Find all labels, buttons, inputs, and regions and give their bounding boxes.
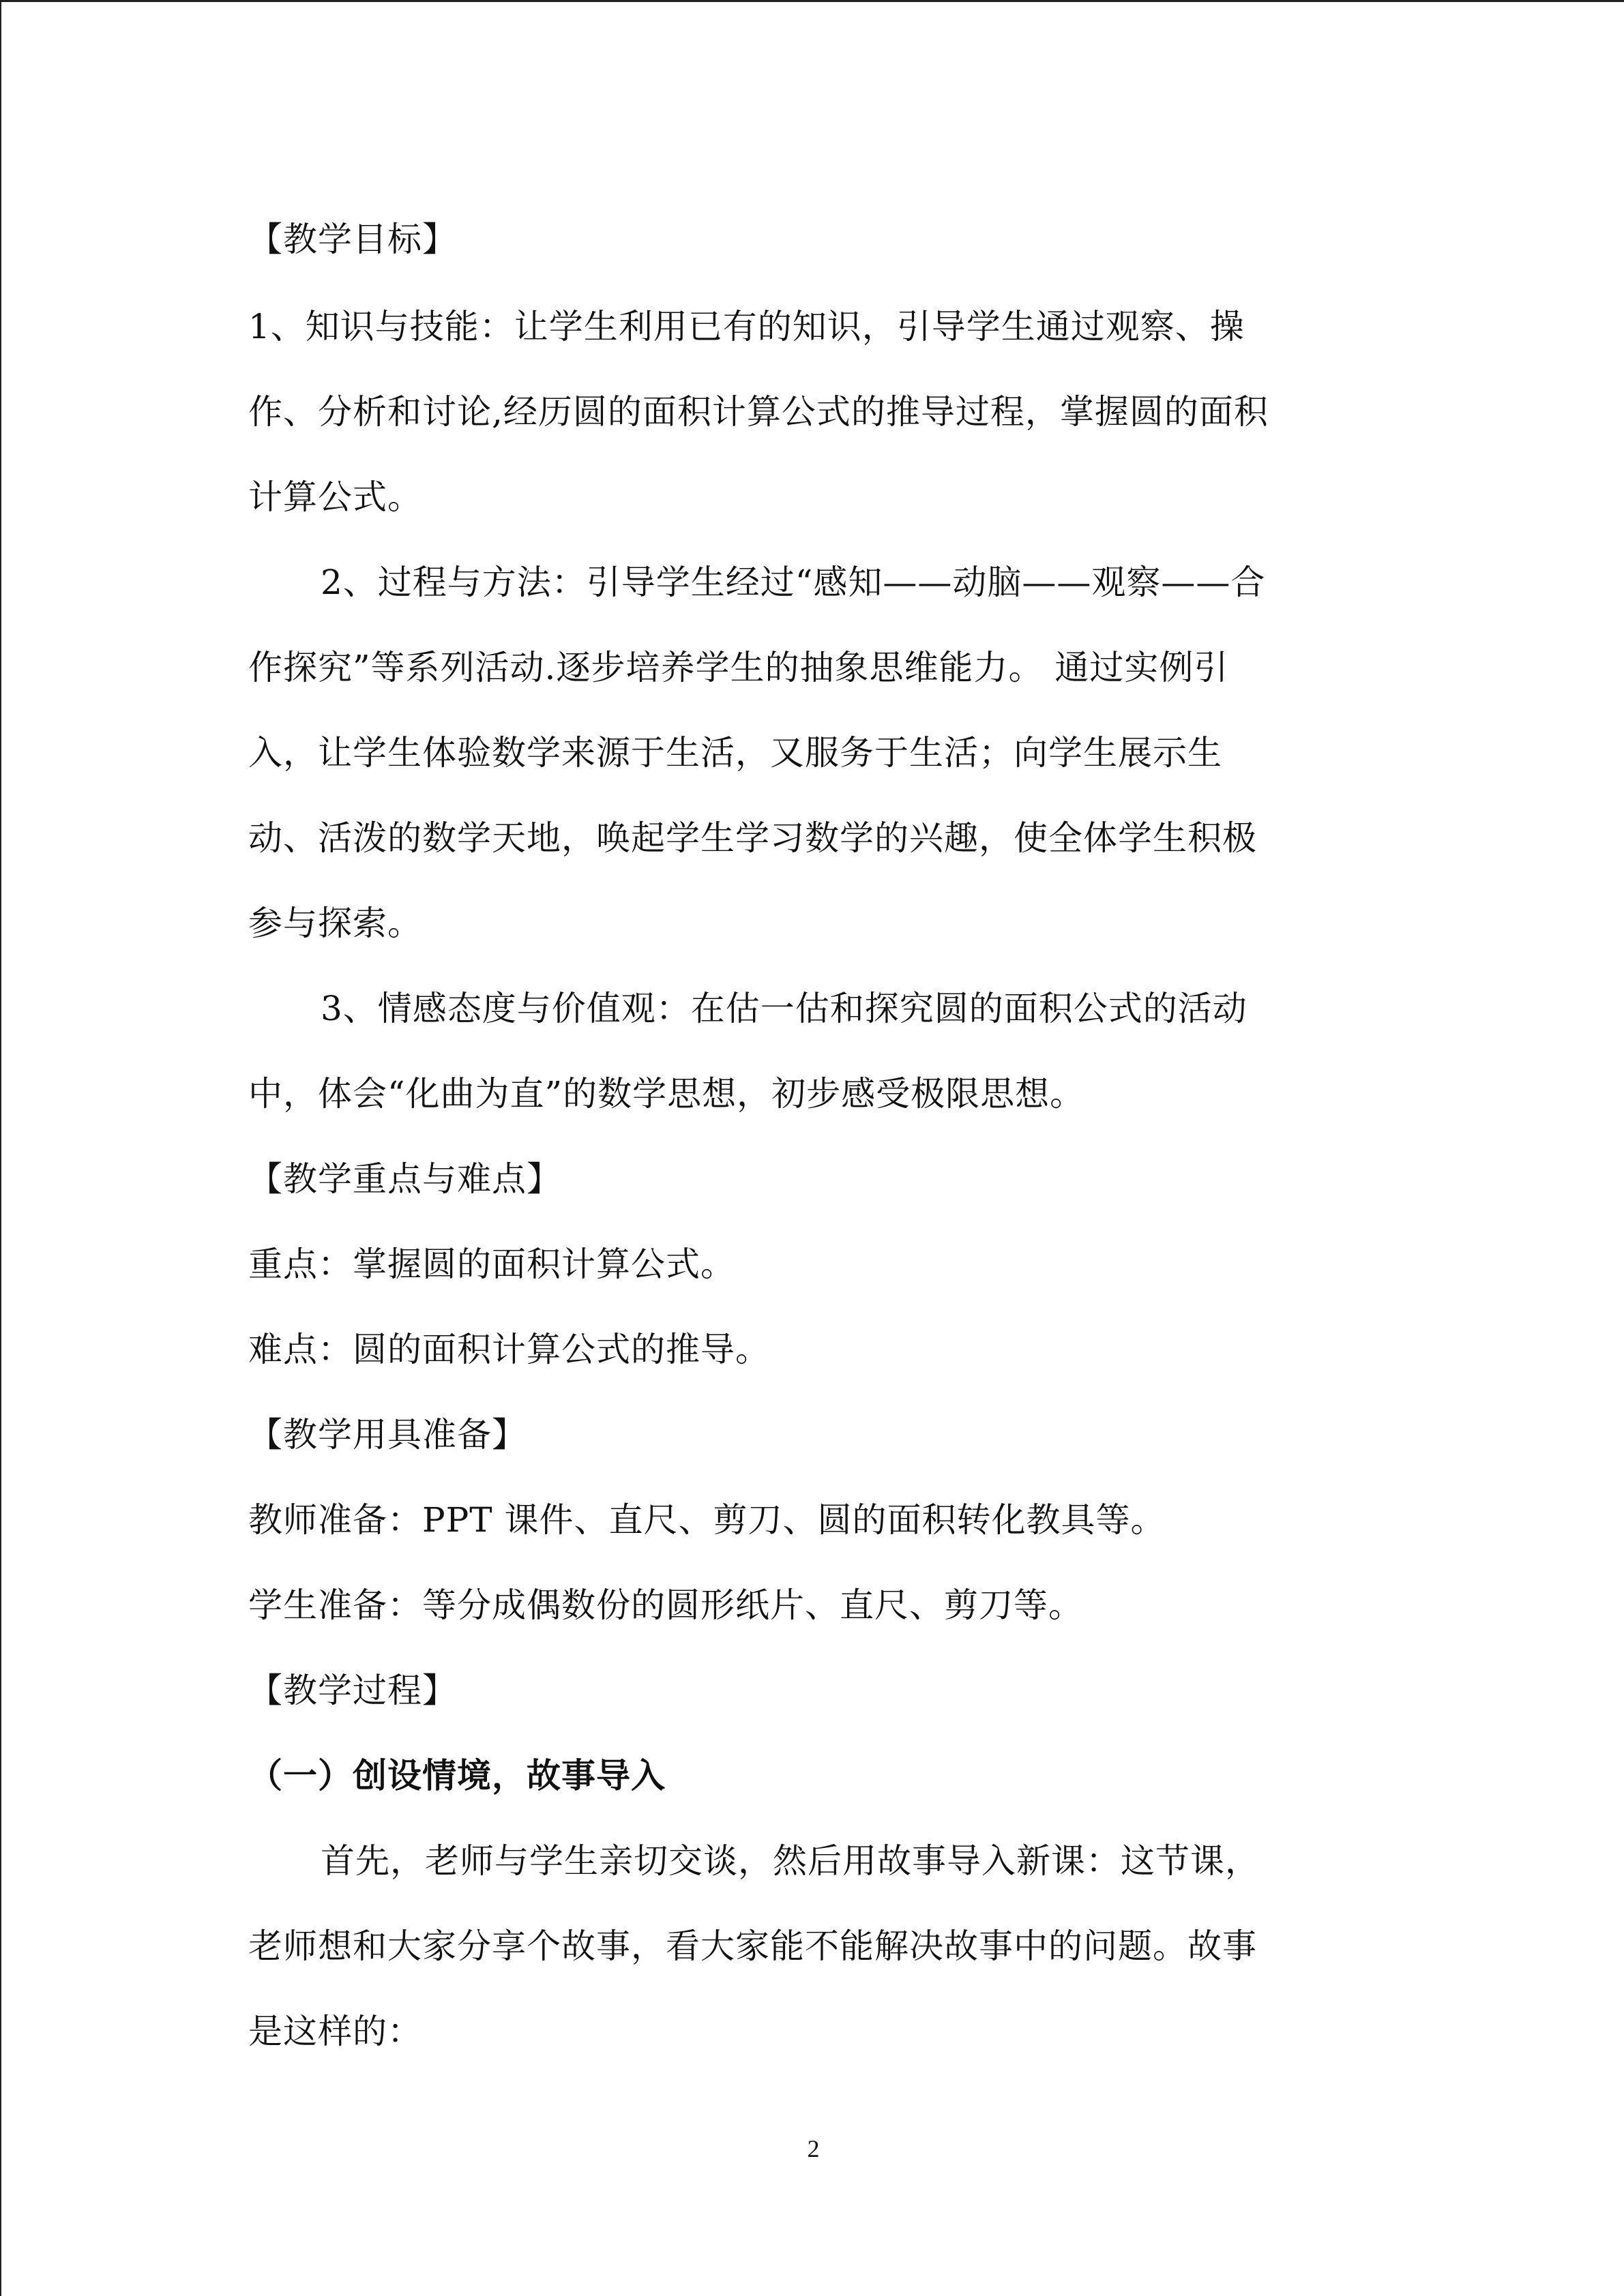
paragraph-line: 2、过程与方法：引导学生经过“感知——动脑——观察——合 bbox=[321, 563, 1266, 602]
paragraph-line: 老师想和大家分享个故事，看大家能不能解决故事中的问题。故事 bbox=[248, 1926, 1257, 1966]
subheading-story-intro: （一）创设情境，故事导入 bbox=[248, 1755, 666, 1795]
paragraph-line: 作、分析和讨论,经历圆的面积计算公式的推导过程，掌握圆的面积 bbox=[248, 392, 1269, 432]
paragraph-line: 首先，老师与学生亲切交谈，然后用故事导入新课：这节课， bbox=[321, 1841, 1260, 1881]
heading-teaching-materials: 【教学用具准备】 bbox=[248, 1415, 527, 1455]
paragraph-line: 重点：掌握圆的面积计算公式。 bbox=[248, 1244, 735, 1284]
paragraph-line: 参与探索。 bbox=[248, 904, 422, 943]
paragraph-line: 1、知识与技能：让学生利用已有的知识，引导学生通过观察、操 bbox=[248, 307, 1245, 346]
paragraph-line: 计算公式。 bbox=[248, 477, 422, 517]
paragraph-line: 3、情感态度与价值观：在估一估和探究圆的面积公式的活动 bbox=[321, 989, 1247, 1028]
paragraph-line: 学生准备：等分成偶数份的圆形纸片、直尺、剪刀等。 bbox=[248, 1585, 1083, 1625]
paragraph-line: 作探究”等系列活动.逐步培养学生的抽象思维能力。 通过实例引 bbox=[248, 648, 1229, 687]
paragraph-line: 中，体会“化曲为直”的数学思想，初步感受极限思想。 bbox=[248, 1074, 1085, 1114]
paragraph-line: 动、活泼的数学天地，唤起学生学习数学的兴趣，使全体学生积极 bbox=[248, 818, 1257, 858]
heading-teaching-process: 【教学过程】 bbox=[248, 1671, 457, 1710]
page-number: 2 bbox=[807, 2135, 820, 2162]
paragraph-line: 难点：圆的面积计算公式的推导。 bbox=[248, 1330, 770, 1369]
paragraph-line: 入，让学生体验数学来源于生活，又服务于生活；向学生展示生 bbox=[248, 733, 1222, 773]
paragraph-line: 教师准备：PPT 课件、直尺、剪刀、圆的面积转化教具等。 bbox=[248, 1500, 1166, 1540]
heading-teaching-objectives: 【教学目标】 bbox=[248, 220, 457, 259]
paragraph-line: 是这样的： bbox=[248, 2012, 422, 2051]
heading-key-points: 【教学重点与难点】 bbox=[248, 1159, 561, 1199]
